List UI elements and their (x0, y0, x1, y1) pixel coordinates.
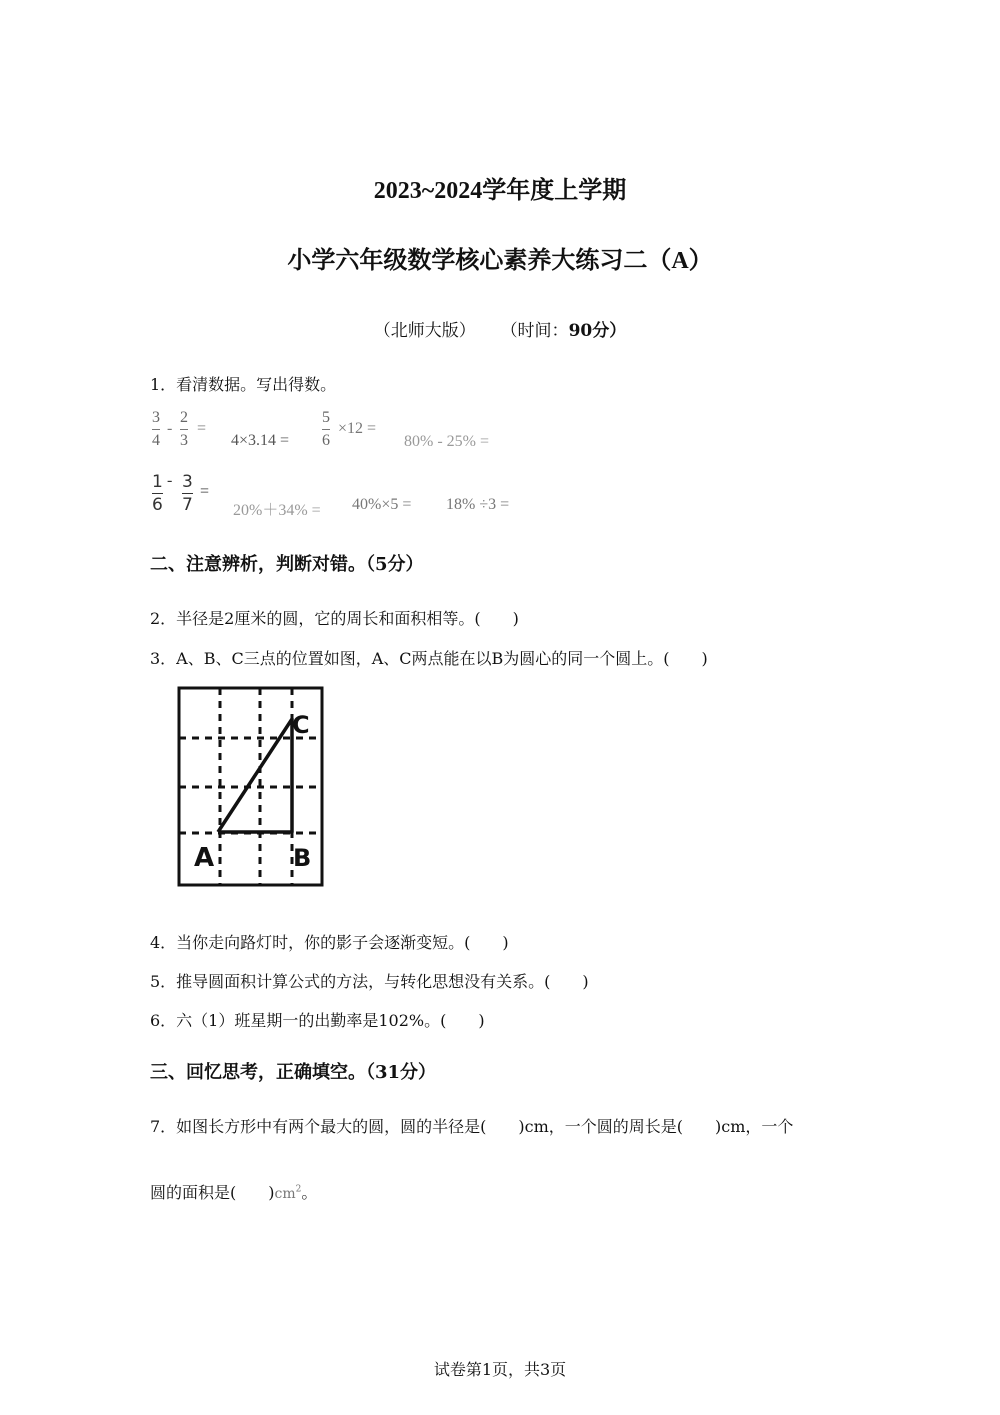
point-c-label: C (292, 711, 310, 739)
fraction-5-6: 5 6 (322, 409, 330, 449)
section-3-heading: 三、回忆思考，正确填空。（31分） (150, 1062, 437, 1083)
unit-cm: cm (274, 1186, 296, 1202)
page-footer: 试卷第1页，共3页 (433, 1360, 567, 1379)
question-2: 2．半径是2厘米的圆，它的周长和面积相等。( ) (150, 609, 519, 628)
expr-4x314: 4×3.14 = (231, 432, 290, 449)
section-2-heading: 二、注意辨析，判断对错。（5分） (150, 554, 424, 575)
time-label: （时间： (500, 321, 569, 341)
question-7-text: 圆的面积是( ) (150, 1183, 275, 1202)
time-value: 90分） (568, 321, 627, 341)
question-7-end: 。 (301, 1183, 318, 1202)
exam-title-line1: 2023~2024学年度上学期 (373, 178, 627, 204)
fraction-2-3: 2 3 (180, 409, 188, 449)
expr-40x5: 40%×5 = (352, 496, 412, 513)
op-sign: - (167, 472, 173, 489)
question-4: 4．当你走向路灯时，你的影子会逐渐变短。( ) (150, 933, 509, 952)
question-6: 6．六（1）班星期一的出勤率是102%。( ) (150, 1011, 485, 1030)
equals-sign: = (197, 420, 207, 437)
expr-x12: ×12 = (338, 420, 377, 437)
question-7-line1: 7．如图长方形中有两个最大的圆，圆的半径是( )cm，一个圆的周长是( )cm，一个 (150, 1117, 794, 1136)
exam-subtitle (0, 316, 1000, 341)
question-1: 1．看清数据。写出得数。 (150, 375, 337, 394)
question-5: 5．推导圆面积计算公式的方法，与转化思想没有关系。( ) (150, 972, 589, 991)
exam-title-line2: 小学六年级数学核心素养大练习二（A） (287, 248, 713, 274)
question-7-line2 (150, 1180, 317, 1203)
grid-triangle-figure (170, 683, 330, 889)
fraction-3-4: 3 4 (152, 409, 160, 449)
fraction-3-7: 3 7 (182, 472, 193, 515)
expr-20-34: 20%＋34% = (233, 502, 321, 519)
minus-sign: - (167, 420, 173, 437)
point-b-label: B (293, 844, 312, 872)
edition-label: （北师大版） (373, 321, 476, 341)
point-a-label: A (194, 843, 215, 873)
equals-sign-2: = (200, 483, 210, 500)
fraction-1-6: 1 6 (152, 472, 163, 515)
expr-80-25: 80% - 25% = (404, 433, 490, 450)
expr-18div3: 18% ÷3 = (446, 496, 510, 513)
question-3: 3．A、B、C三点的位置如图，A、C两点能在以B为圆心的同一个圆上。( ) (150, 649, 708, 668)
unit-superscript: 2 (295, 1184, 302, 1195)
